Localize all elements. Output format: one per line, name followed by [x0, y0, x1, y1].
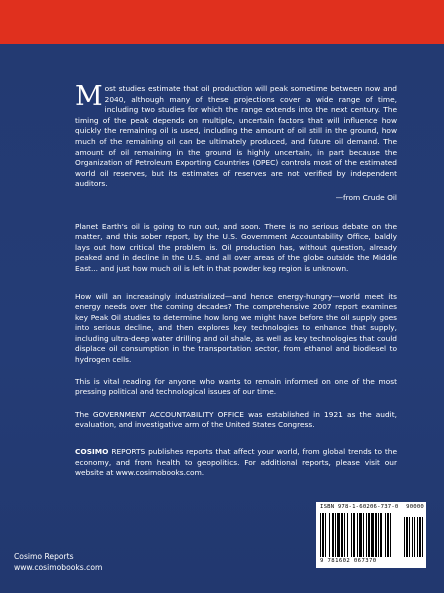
price-code: 90000	[406, 504, 424, 510]
top-red-band	[0, 0, 444, 44]
cosimo-brand: COSIMO	[75, 447, 109, 457]
isbn-barcode	[316, 502, 426, 568]
paragraph-peak-oil: Planet Earth's oil is going to run out, and soon. There is no serious debate on the matter, and this sober report, by the U.S. Government Accountability Office, baldly lays out how critical the problem is. Oil production has, without question, already peaked and in decline in the U.S. and all over areas of the globe outside the Middle East... and just how much oil is left in that powder keg region is unknown.	[75, 221, 397, 273]
barcode-digits: 9 781602 067370	[320, 558, 377, 564]
opening-quote	[75, 81, 397, 190]
blurb-text	[75, 81, 397, 479]
paragraph-vital-reading: This is vital reading for anyone who wants to remain informed on one of the most pressing political and technological issues of our time.	[75, 376, 397, 397]
drop-cap: M	[75, 81, 103, 112]
quote-attribution: —from Crude Oil	[335, 192, 397, 202]
barcode-bars	[320, 513, 424, 557]
cosimo-description: REPORTS publishes reports that affect your world, from global trends to the economy, and from health to geopolitics. For additional reports, please visit our website at www.cosimobooks.com.	[75, 447, 397, 478]
paragraph-energy-needs: How will an increasingly industrialized—and hence energy-hungry—world meet its energy needs over the coming decades? The comprehensive 2007 report examines key Peak Oil studies to determine how long we might have before the oil supply goes into serious decline, and then explores key technologies to enhance that supply, including ultra-deep water drilling and oil shale, as well as key technologies that could displace oil consumption in the transportation sector, from ethanol and biodiesel to hydrogen cells.	[75, 291, 397, 365]
paragraph-gao: The GOVERNMENT ACCOUNTABILITY OFFICE was established in 1921 as the audit, evaluation, and investigative arm of the United States Congress.	[75, 409, 397, 430]
publisher-url: www.cosimobooks.com	[14, 562, 103, 572]
paragraph-cosimo-reports	[75, 447, 397, 479]
isbn-number	[320, 504, 424, 510]
isbn-label: ISBN 978-1-60206-737-0	[320, 504, 399, 510]
quote-text: ost studies estimate that oil production will peak sometime between now and 2040, although many of these projections cover a wide range of time, including two studies for which the range extends into the next century. The timing of the peak depends on multiple, uncertain factors that will influence how quickly the remaining oil is used, including the amount of oil still in the ground, how much of the remaining oil can be ultimately produced, and future oil demand. The amount of oil remaining in the ground is highly uncertain, in part because the Organization of Petroleum Exporting Countries (OPEC) controls most of the estimated world oil reserves, but its estimates of reserves are not verified by independent auditors.	[75, 84, 397, 189]
publisher-name: Cosimo Reports	[14, 552, 74, 561]
publisher-info	[14, 552, 102, 573]
